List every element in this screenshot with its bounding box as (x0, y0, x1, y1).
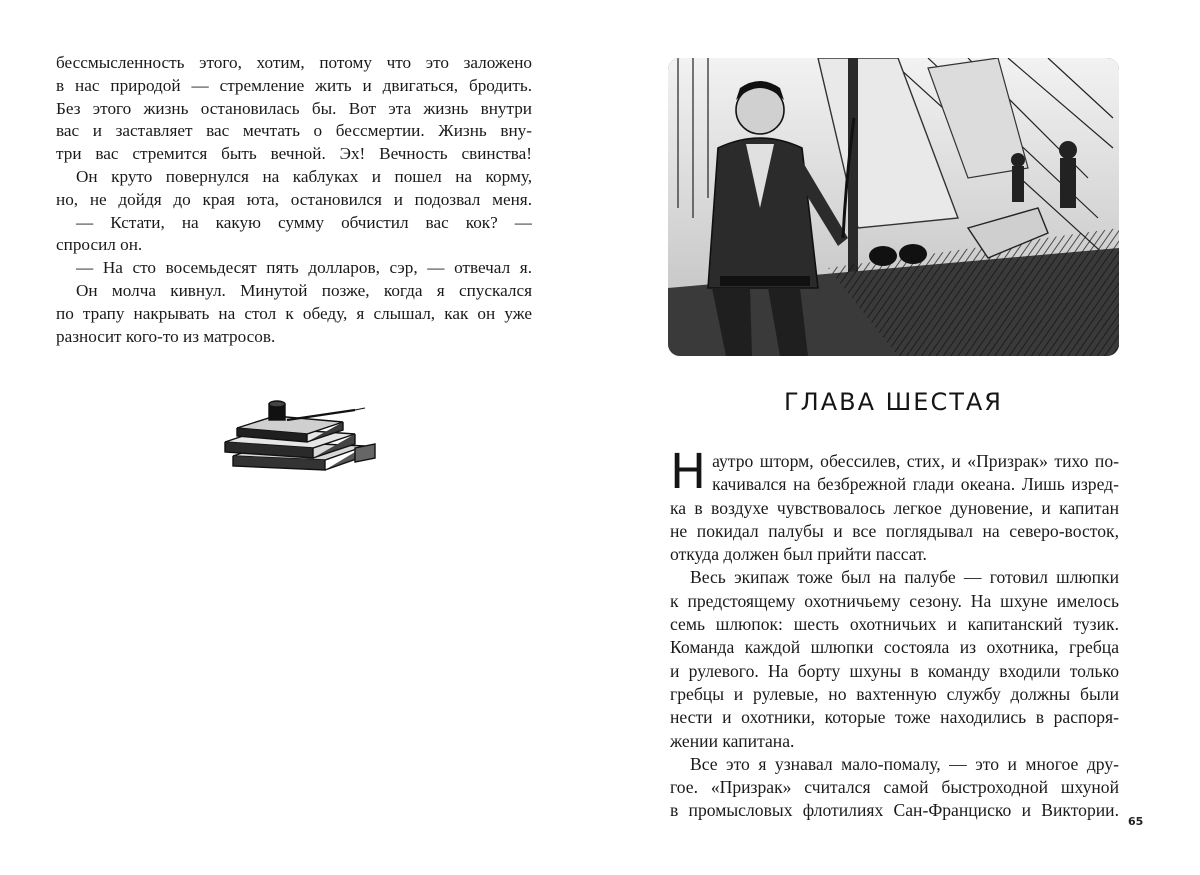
left-page-text (56, 52, 532, 348)
text-line: качивался на безбрежной глади океана. Лишь изред- (712, 474, 1119, 495)
drop-cap: Н (670, 444, 707, 500)
text-line: Он молча кивнул. Минутой позже, когда я спускался (76, 280, 532, 300)
text-line: Команда каждой шлюпки состояла из охотника, гребца (670, 637, 1119, 658)
text-line: вас и заставляет вас мечтать о бессмертии. Жизнь вну- (56, 121, 532, 141)
text-line: не покидал палубы и все поглядывал на северо-восток, (670, 520, 1119, 541)
text-line: откуда должен был прийти пассат. (670, 544, 927, 565)
text-line: Без этого жизнь остановилась бы. Вот эта жизнь внутри (56, 98, 532, 118)
page-number: 65 (1128, 815, 1144, 828)
text-line: нести и охотники, которые тоже находились в распоря- (670, 707, 1119, 728)
text-line: в промысловых флотилиях Сан-Франциско и Виктории. (670, 800, 1119, 821)
text-line: — На сто восемьдесят пять долларов, сэр, — отвечал я. (76, 258, 532, 278)
text-line: жении капитана. (670, 730, 795, 751)
text-line: — Кстати, на какую сумму обчистил вас кок? — (76, 212, 532, 232)
text-line: аутро шторм, обессилев, стих, и «Призрак» тихо по- (712, 451, 1119, 471)
text-line: по трапу накрывать на стол к обеду, я слышал, как он уже (56, 303, 532, 323)
text-line: к предстоящему охотничьему сезону. На шхуне имелось (670, 590, 1119, 611)
text-line: гребцы и рулевые, но вахтенную службу должны были (670, 683, 1119, 704)
text-line: спросил он. (56, 235, 143, 255)
text-line: в нас природой — стремление жить и двигаться, бродить. (56, 75, 532, 95)
text-line: три вас стремится быть вечной. Эх! Вечность свинства! (56, 144, 532, 164)
text-line: Все это я узнавал мало-помалу, — это и многое дру- (690, 753, 1119, 774)
text-line: семь шлюпок: шесть охотничьих и капитанский тузик. (670, 614, 1119, 635)
text-line: разносит кого-то из матросов. (56, 326, 276, 346)
sailor-on-ship-deck-illustration (668, 58, 1119, 356)
text-line: гое. «Призрак» считался самой быстроходной шхуной (670, 777, 1119, 798)
right-page-text (670, 444, 1119, 823)
text-line: Он круто повернулся на каблуках и пошел на корму, (76, 166, 532, 186)
text-line: и рулевого. На борту шхуны в команду входили только (670, 660, 1119, 681)
text-line: бессмысленность этого, хотим, потому что это заложено (56, 53, 532, 72)
text-line: но, не дойдя до края юта, остановился и подозвал меня. (56, 189, 532, 209)
chapter-title: ГЛАВА ШЕСТАЯ (784, 388, 1003, 416)
text-line: ка в воздухе чувствовалось легкое дуновение, и капитан (670, 497, 1119, 518)
text-line: Весь экипаж тоже был на палубе — готовил шлюпки (690, 567, 1119, 588)
books-and-inkwell-illustration (215, 398, 385, 476)
